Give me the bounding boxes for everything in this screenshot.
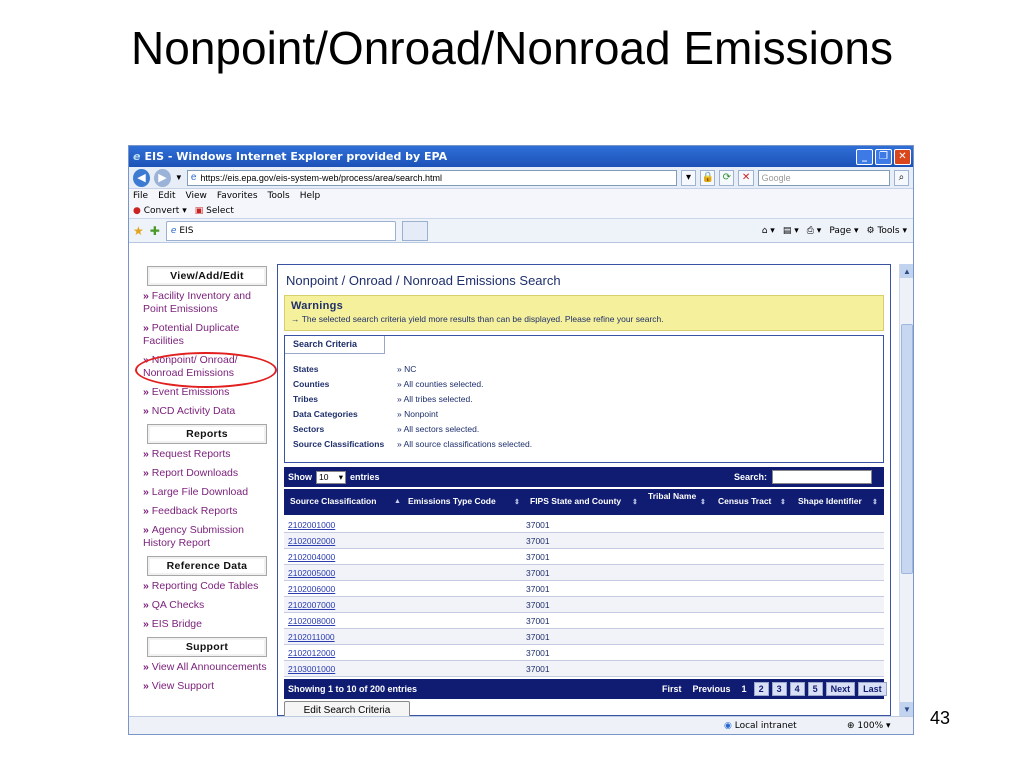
sort-icon[interactable]: ⇕ (632, 499, 638, 506)
zoom-level[interactable]: ⊕ 100% ▾ (847, 721, 891, 731)
sort-icon[interactable]: ⇕ (872, 499, 878, 506)
table-row (284, 549, 884, 565)
select-button[interactable]: ▣ Select (194, 205, 234, 216)
add-favorites-icon[interactable]: ✚ (149, 223, 160, 238)
criteria-row: Source Classifications » All source classifications selected. (293, 439, 532, 449)
nav-heading-reports: Reports (147, 424, 267, 444)
tab-eis[interactable]: e EIS (166, 221, 396, 241)
minimize-button[interactable]: _ (856, 149, 873, 165)
pager-first[interactable]: First (662, 684, 682, 694)
scc-link[interactable]: 2102002000 (288, 536, 336, 546)
nav-heading-reference-data: Reference Data (147, 556, 267, 576)
tools-menu-button[interactable]: ⚙ Tools ▾ (866, 225, 907, 236)
pager-page-4[interactable]: 4 (790, 682, 805, 696)
sort-asc-icon[interactable]: ▲ (394, 498, 401, 505)
status-bar (129, 716, 914, 735)
menu-edit[interactable]: Edit (158, 191, 176, 201)
globe-icon: ◉ (724, 721, 732, 731)
table-footer (284, 679, 884, 699)
scc-link[interactable]: 2102005000 (288, 568, 336, 578)
favorites-star-icon[interactable]: ★ (133, 223, 144, 238)
table-row (284, 533, 884, 549)
nav-item-request-reports[interactable]: » Request Reports (143, 448, 231, 460)
table-row (284, 613, 884, 629)
criteria-row: Data Categories » Nonpoint (293, 409, 438, 419)
table-row (284, 597, 884, 613)
table-search-input[interactable] (772, 470, 872, 484)
search-criteria-box (284, 335, 884, 463)
close-button[interactable]: ✕ (894, 149, 911, 165)
convert-icon: ● (133, 205, 141, 216)
fips-cell: 37001 (526, 632, 550, 642)
table-row (284, 661, 884, 677)
highlight-annotation-oval (135, 352, 277, 388)
scc-link[interactable]: 2102012000 (288, 648, 336, 658)
page-content (129, 264, 899, 716)
menu-tools[interactable]: Tools (267, 191, 290, 201)
chevron-down-icon: ▾ (338, 471, 343, 482)
scc-link[interactable]: 2103001000 (288, 664, 336, 674)
left-navigation (139, 264, 269, 699)
criteria-row: Tribes » All tribes selected. (293, 394, 473, 404)
menu-view[interactable]: View (185, 191, 207, 201)
table-controls: Show 10 ▾ entries Search: (284, 467, 884, 487)
scc-link[interactable]: 2102008000 (288, 616, 336, 626)
table-info: Showing 1 to 10 of 200 entries (288, 684, 418, 694)
window-title: EIS - Windows Internet Explorer provided by EPA (144, 150, 448, 163)
nav-item-eis-bridge[interactable]: » EIS Bridge (143, 618, 202, 630)
fips-cell: 37001 (526, 552, 550, 562)
fips-cell: 37001 (526, 664, 550, 674)
back-button[interactable]: ◀ (133, 169, 150, 187)
sort-icon[interactable]: ⇕ (700, 499, 706, 506)
window-titlebar (129, 146, 913, 167)
nav-item-event-emissions[interactable]: » Event Emissions (143, 386, 230, 398)
column-header-emissions-type[interactable]: Emissions Type Code (408, 496, 496, 506)
zoom-icon: ⊕ (847, 721, 855, 731)
maximize-button[interactable]: ❐ (875, 149, 892, 165)
fips-cell: 37001 (526, 568, 550, 578)
sort-icon[interactable]: ⇕ (514, 499, 520, 506)
criteria-row: Counties » All counties selected. (293, 379, 483, 389)
nav-item-qa-checks[interactable]: » QA Checks (143, 599, 205, 611)
table-row (284, 565, 884, 581)
pager-next[interactable]: Next (826, 682, 856, 696)
warnings-box (284, 295, 884, 331)
nav-item-report-downloads[interactable]: » Report Downloads (143, 467, 239, 479)
pager-page-1[interactable]: 1 (741, 684, 747, 694)
warnings-message: → The selected search criteria yield more results than can be displayed. Please refine your search. (291, 314, 664, 324)
fips-cell: 37001 (526, 600, 550, 610)
criteria-row: Sectors » All sectors selected. (293, 424, 479, 434)
column-header-shape-identifier[interactable]: Shape Identifier (798, 496, 862, 506)
browser-window (128, 145, 914, 735)
fips-cell: 37001 (526, 520, 550, 530)
lock-icon[interactable]: 🔒 (700, 170, 715, 186)
scc-link[interactable]: 2102004000 (288, 552, 336, 562)
tab-row (129, 219, 913, 243)
table-row (284, 629, 884, 645)
nav-item-ncd-activity[interactable]: » NCD Activity Data (143, 405, 236, 417)
search-criteria-tab[interactable]: Search Criteria (285, 336, 385, 354)
search-icon[interactable]: ⌕ (894, 170, 909, 186)
sort-icon[interactable]: ⇕ (780, 499, 786, 506)
warnings-heading: Warnings (291, 300, 344, 312)
select-icon: ▣ (194, 205, 204, 216)
nav-item-potential-duplicate[interactable]: » Potential Duplicate Facilities (143, 322, 240, 347)
entries-per-page-select[interactable]: 10 ▾ (316, 471, 346, 484)
page-title: Nonpoint / Onroad / Nonroad Emissions Search (286, 273, 561, 288)
nav-item-reporting-code-tables[interactable]: » Reporting Code Tables (143, 580, 259, 592)
column-header-fips[interactable]: FIPS State and County (530, 496, 622, 506)
pager-page-3[interactable]: 3 (772, 682, 787, 696)
address-bar[interactable]: e https://eis.epa.gov/eis-system-web/process/area/search.html (187, 170, 677, 186)
scc-link[interactable]: 2102007000 (288, 600, 336, 610)
nav-item-view-announcements[interactable]: » View All Announcements (143, 661, 267, 673)
ie-logo-icon: e (133, 150, 141, 163)
table-search-label: Search: (734, 472, 768, 482)
convert-button[interactable]: ● Convert ▾ (133, 205, 187, 216)
column-header-source-classification[interactable]: Source Classification (290, 496, 377, 506)
fips-cell: 37001 (526, 536, 550, 546)
menu-file[interactable]: File (133, 191, 149, 201)
forward-button[interactable]: ▶ (154, 169, 171, 187)
nav-item-view-support[interactable]: » View Support (143, 680, 215, 692)
home-icon[interactable]: ⌂ ▾ (761, 225, 775, 236)
nav-heading-support: Support (147, 637, 267, 657)
table-header (284, 489, 884, 515)
vertical-scrollbar[interactable] (899, 264, 913, 716)
fips-cell: 37001 (526, 584, 550, 594)
criteria-row: States » NC (293, 364, 416, 374)
pager-last[interactable]: Last (858, 682, 887, 696)
stop-icon[interactable]: ✕ (738, 170, 753, 186)
search-input[interactable]: Google (758, 170, 890, 186)
print-icon[interactable]: ⎙ ▾ (806, 225, 822, 236)
address-dropdown-icon[interactable]: ▾ (681, 170, 696, 186)
scroll-thumb[interactable] (901, 324, 913, 574)
history-dropdown-icon[interactable]: ▼ (174, 173, 183, 182)
table-row (284, 517, 884, 533)
pager-previous[interactable]: Previous (692, 684, 731, 694)
scc-link[interactable]: 2102011000 (288, 632, 335, 642)
address-row (129, 167, 913, 189)
pager-page-5[interactable]: 5 (808, 682, 823, 696)
nav-item-feedback-reports[interactable]: » Feedback Reports (143, 505, 238, 517)
nav-item-large-file-download[interactable]: » Large File Download (143, 486, 249, 498)
slide-page-number: 43 (930, 708, 951, 728)
column-header-tribal-name[interactable]: Tribal Name (648, 491, 697, 501)
menu-help[interactable]: Help (299, 191, 321, 201)
fips-cell: 37001 (526, 616, 550, 626)
page-icon: e (190, 172, 197, 183)
column-header-census-tract[interactable]: Census Tract (718, 496, 772, 506)
scroll-down-icon[interactable]: ▼ (900, 702, 914, 716)
menu-bar (129, 189, 913, 203)
nav-item-nonpoint-onroad-nonroad[interactable]: » Nonpoint/ Onroad/ Nonroad Emissions (143, 354, 238, 379)
scc-link[interactable]: 2102001000 (288, 520, 336, 530)
edit-search-criteria-button[interactable]: Edit Search Criteria (284, 701, 410, 716)
menu-favorites[interactable]: Favorites (216, 191, 258, 201)
security-zone: ◉ Local intranet (724, 721, 797, 731)
pagination (658, 682, 887, 696)
feeds-icon[interactable]: ▤ ▾ (782, 225, 799, 236)
tab-page-icon: e (170, 225, 177, 236)
fips-cell: 37001 (526, 648, 550, 658)
pager-page-2[interactable]: 2 (754, 682, 769, 696)
new-tab-button[interactable] (402, 221, 428, 241)
slide-title: Nonpoint/Onroad/Nonroad Emissions (131, 22, 893, 74)
scc-link[interactable]: 2102006000 (288, 584, 336, 594)
table-row (284, 645, 884, 661)
scroll-up-icon[interactable]: ▲ (900, 264, 914, 278)
search-results-panel (277, 264, 891, 716)
nav-item-facility-inventory[interactable]: » Facility Inventory and Point Emissions (143, 290, 251, 315)
convert-toolbar (129, 203, 913, 219)
nav-heading-view-add-edit: View/Add/Edit (147, 266, 267, 286)
refresh-icon[interactable]: ⟳ (719, 170, 734, 186)
nav-item-agency-submission[interactable]: » Agency Submission History Report (143, 524, 244, 549)
page-menu-button[interactable]: Page ▾ (829, 225, 859, 236)
table-row (284, 581, 884, 597)
